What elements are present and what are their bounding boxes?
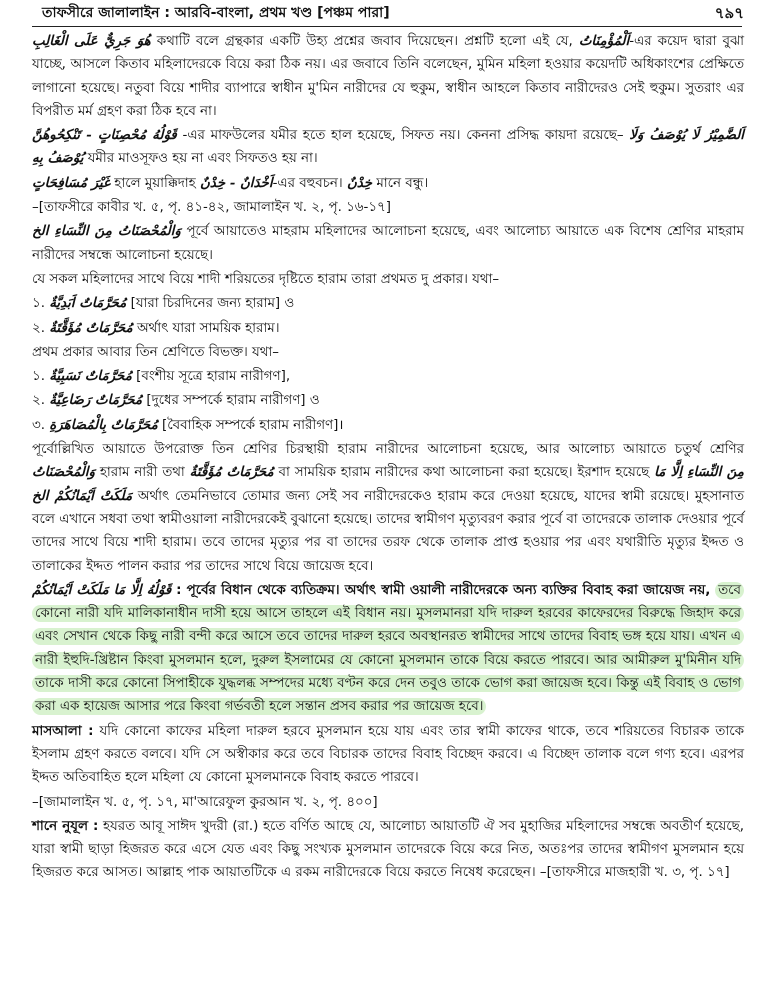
list-number: ২. [32, 393, 45, 409]
arabic-phrase: مُحَرَّمَاتٌ بِالْمُصَاهَرَةِ [49, 416, 158, 433]
paragraph-8 [32, 579, 744, 719]
text: মানে বন্ধু। [376, 175, 429, 191]
list-item [32, 365, 744, 388]
list-permanent-categories [32, 365, 744, 437]
text: পূর্বে আয়াতেও মাহরাম মহিলাদের আলোচনা হয়েছে, এবং আলোচ্য আয়াতে এক বিশেষ শ্রেণির মাহরাম নারীদের সম্বন্ধে আলোচনা হয়েছে। [32, 224, 744, 263]
arabic-phrase: مُحَرَّمَاتٌ اَبَدِيَّةٌ [49, 295, 127, 312]
text: হালে মুয়াক্কিদাহ [114, 175, 196, 191]
arabic-phrase: اَلضَّمِيْرُ لَا يُوْصَفُ وَلَا يُوْصَفُ بِهِ [32, 127, 744, 167]
arabic-phrase: غَيْرَ مُسَافِحَاتٍ [32, 174, 111, 191]
text: অর্থাৎ যারা সাময়িক হারাম। [136, 320, 280, 336]
text: যদি কোনো কাফের মহিলা দারুল হরবে মুসলমান হয়ে যায় এবং তার স্বামী কাফের থাকে, তবে শরিয়তের বিচারক তাকে ইসলাম গ্রহণ করতে বলবে। যদি সে অস্বীকার করে তবে বিচারক তাদের বিবাহ বিচ্ছেদ করবে। এ বিচ্ছেদ তালাক বলে গণ্য হবে। এরপর ইদ্দত অতিবাহিত হলে মহিলা যে কোনো মুসলমানকে বিবাহ করতে পারবে। [32, 723, 744, 786]
highlighted-passage: তবে কোনো নারী যদি মালিকানাধীন দাসী হয়ে আসে তাহলে এই বিধান নয়। মুসলমানরা যদি দারুল হরবের কাফেরদের বিরুদ্ধে জিহাদ করে এবং সেখান থেকে কিছু নারী বন্দী করে আসে তবে তাদের দারুল হরবে অবস্থানরত স্বামীদের সাথে তাদের বিবাহ ভঙ্গ হয়ে যায়। এখন এ নারী ইহুদি-খ্রিষ্টান কিংবা মুসলমান হলে, দুরুল ইসলামের যে কোনো মুসলমান তাকে বিয়ে করতে পারবে। আর আমীরুল মু'মিনীন যদি তাকে দাসী করে কোনো সিপাহীকে যুদ্ধলব্ধ সম্পদের মধ্যে বণ্টন করে দেন তবুও তাকে ভোগ করা জায়েজ হবে। কিন্তু এই বিবাহ ও ভোগ করা এক হায়েজ আসার পরে কিংবা গর্ভবতী হলে সন্তান প্রসব করার পর জায়েজ হবে। [32, 582, 744, 715]
paragraph-10 [32, 815, 744, 885]
text: [দুধের সম্পর্কে হারাম নারীগণ] ও [146, 393, 320, 409]
section-label: মাসআলা : [32, 723, 94, 739]
paragraph-5: যে সকল মহিলাদের সাথে বিয়ে শাদী শরিয়তের দৃষ্টিতে হারাম তারা প্রথমত দু প্রকার। যথা– [32, 271, 500, 287]
text: পূর্বোল্লিখিত আয়াতে উপরোক্ত তিন শ্রেণির চিরস্থায়ী হারাম নারীদের আলোচনা হয়েছে, আর আলোচ্য আয়াতে চতুর্থ শ্রেণির [32, 442, 744, 458]
list-item [32, 389, 744, 412]
list-item [32, 317, 744, 340]
list-item [32, 292, 744, 315]
text: যমীর মাওসূফও হয় না এবং সিফতও হয় না। [87, 151, 318, 167]
section-label: শানে নুযূল : [32, 818, 99, 834]
page-body [32, 30, 744, 886]
arabic-phrase: مِنَ النِّسَاءِ اِلَّا مَا مَلَكَتْ اَيْمَانُكُمْ الخ [32, 464, 744, 504]
text: : পূর্বের বিধান থেকে ব্যতিক্রম। অর্থাৎ স্বামী ওয়ালী নারীদেরকে অন্য ব্যক্তির বিবাহ করা জায়েজ নয়, [176, 582, 711, 598]
page-header [32, 2, 744, 26]
arabic-phrase: مُحَرَّمَاتٌ نَسَبِيَّةٌ [49, 368, 132, 385]
page-number: ৭৯৭ [714, 4, 744, 22]
list-number: ৩. [32, 417, 45, 433]
paragraph-3 [32, 172, 744, 195]
paragraph-2 [32, 124, 744, 171]
paragraph-6: প্রথম প্রকার আবার তিন শ্রেণিতে বিভক্ত। যথা– [32, 344, 279, 360]
paragraph-9 [32, 720, 744, 790]
paragraph-4 [32, 220, 744, 267]
text: [বংশীয় সূত্রে হারাম নারীগণ], [136, 369, 291, 385]
arabic-phrase: قَوْلُهُ اِلَّا مَا مَلَكَتْ اَيْمَانُكُمْ [32, 581, 172, 598]
list-item [32, 414, 744, 437]
text: হারাম নারী তথা [99, 465, 185, 481]
text: -এর কয়েদ দ্বারা বুঝা যাচ্ছে, আসলে কিতাব মহিলাদেরকে বিয়ে করা ঠিক নয়। এর জবাবে তিনি বলেছেন, মুমিন মহিলা হওয়ার কয়েদটি অধিকাংশের প্রেক্ষিতে লাগানো হয়েছে। নতুবা বিয়ে শাদীর ব্যাপারে স্বাধীন মু'মিন নারীদের যে হুকুম, স্বাধীন আহলে কিতাব নারীদেরও সেই হুকুম। সুতরাং এর বিপরীত মর্ম গ্রহণ করা ঠিক হবে না। [32, 34, 745, 119]
arabic-phrase: مُحَرَّمَاتٌ رَضَاعِيَّةٌ [49, 392, 143, 409]
list-number: ১. [32, 369, 45, 385]
arabic-phrase: وَالْمُحْصَنَاتُ [32, 464, 95, 481]
arabic-phrase: وَالْمُحْصَنَاتُ مِنَ النِّسَاءِ الخ [32, 223, 181, 240]
arabic-phrase: اَخْدَانٌ - خِدْنٌ [199, 174, 273, 191]
arabic-phrase: مُحَرَّمَاتٌ مُؤَقَّتَةٌ [189, 464, 274, 481]
text: [যারা চিরদিনের জন্য হারাম] ও [130, 296, 295, 312]
running-title: তাফসীরে জালালাইন : আরবি-বাংলা, প্রথম খণ্ড [পঞ্চম পারা] [42, 5, 390, 21]
list-number: ২. [32, 320, 45, 336]
paragraph-1 [32, 30, 744, 123]
arabic-phrase: اَلْمُؤْمِنَاتُ [578, 33, 630, 49]
reference-3: –[তাফসীরে মাজহারী খ. ৩, পৃ. ১৭] [539, 865, 730, 881]
text: কথাটি বলে গ্রন্থকার একটি উহ্য প্রশ্নের জবাব দিয়েছেন। প্রশ্নটি হলো এই যে, [156, 34, 573, 49]
list-prohibited-types [32, 292, 744, 340]
header-rule [32, 26, 742, 27]
list-number: ১. [32, 296, 45, 312]
paragraph-7 [32, 438, 744, 578]
text: হযরত আবূ সাঈদ খুদরী (রা.) হতে বর্ণিত আছে যে, আলোচ্য আয়াতটি ঐ সব মুহাজির মহিলাদের সম্বন্ধে অবতীর্ণ হয়েছে, যারা স্বামী ছাড়া হিজরত করে এসে যেত এবং কিছু সংখ্যক মুসলমান তাদেরকে বিয়ে করে নিত, অতঃপর তাদের স্বামীগণ মুসলমান হয়ে হিজরত করে আসত। আল্লাহ পাক আয়াতটিকে এ রকম নারীদেরকে বিয়ে করতে নিষেধ করেছেন। [32, 818, 744, 881]
text: অর্থাৎ তেমনিভাবে তোমার জন্য সেই সব নারীদেরকেও হারাম করে দেওয়া হয়েছে, যাদের স্বামী রয়েছে। মুহসানাত বলে এখানে সধবা তথা স্বামীওয়ালা নারীদেরকেই বুঝানো হয়েছে। তাদের স্বামীগণ মৃত্যুবরণ করার পূর্বে বা তাদেরকে তালাক দেওয়ার পূর্বে তাদের সাথে বিয়ে শাদী হারাম। তবে তাদের মৃত্যুর পর বা তাদের তরফ থেকে তালাক প্রাপ্ত হওয়ার পর এবং যথারীতি মৃত্যুর ইদ্দত ও তালাকের ইদ্দত পালন করার পর তাদের সাথে বিয়ে জায়েজ হবে। [32, 488, 744, 574]
text: -এর বহুবচন। [272, 175, 343, 191]
arabic-phrase: قَوْلُهُ مُحْصِنَاتٍ - تَنْكِحُوهُنَّ [32, 127, 177, 144]
reference-1: –[তাফসীরে কাবীর খ. ৫, পৃ. ৪১-৪২, জামালাইন খ. ২, পৃ. ১৬-১৭] [32, 200, 391, 216]
arabic-phrase: هُوَ جَرِيٌّ عَلَى الْغَالِبِ [32, 33, 151, 49]
arabic-phrase: مُحَرَّمَاتٌ مُؤَقَّتَةٌ [49, 319, 133, 336]
reference-2: –[জামালাইন খ. ৫, পৃ. ১৭, মা'আরেফুল কুরআন খ. ২, পৃ. ৪০০] [32, 794, 378, 810]
arabic-phrase: خِدْنٌ [346, 174, 373, 191]
text: বা সাময়িক হারাম নারীদের কথা আলোচনা করা হয়েছে। ইরশাদ হয়েছে [278, 465, 650, 481]
text: -এর মাফউলের যমীর হতে হাল হয়েছে, সিফত নয়। কেননা প্রসিদ্ধ কায়দা রয়েছে– [182, 128, 624, 144]
text: [বৈবাহিক সম্পর্কে হারাম নারীগণ]। [162, 417, 344, 433]
